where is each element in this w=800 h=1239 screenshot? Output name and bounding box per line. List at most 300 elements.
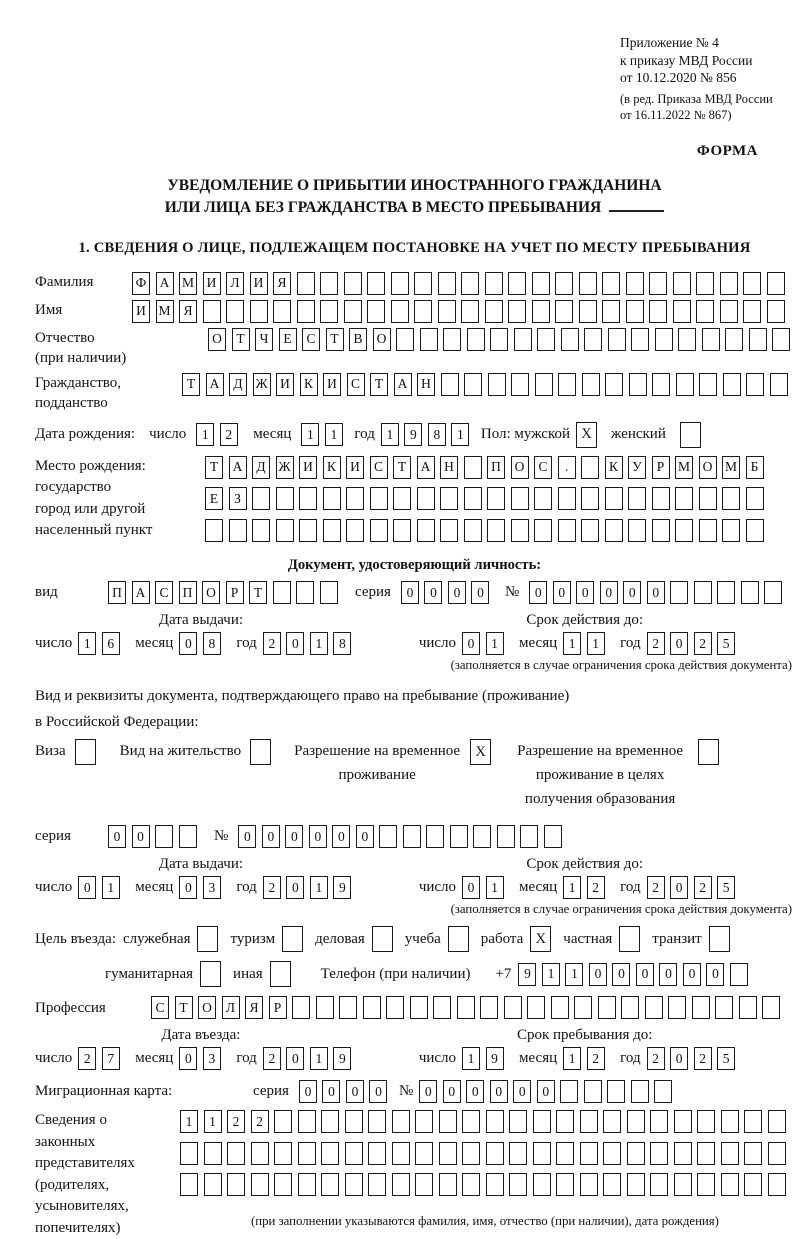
char-box[interactable]: 1 — [451, 423, 469, 446]
char-box[interactable]: 0 — [132, 825, 150, 848]
char-box[interactable] — [768, 1142, 786, 1165]
char-box[interactable] — [296, 581, 314, 604]
char-box[interactable] — [367, 300, 385, 323]
char-box[interactable] — [321, 1110, 339, 1133]
char-box[interactable] — [626, 272, 644, 295]
char-box[interactable] — [410, 996, 428, 1019]
char-box[interactable]: 1 — [310, 876, 328, 899]
char-box[interactable]: Т — [326, 328, 344, 351]
char-box[interactable] — [367, 272, 385, 295]
char-box[interactable] — [415, 1173, 433, 1196]
char-box[interactable] — [403, 825, 421, 848]
char-box[interactable] — [321, 1142, 339, 1165]
char-box[interactable] — [655, 328, 673, 351]
char-box[interactable]: 2 — [587, 876, 605, 899]
char-box[interactable] — [511, 519, 529, 542]
char-box[interactable] — [485, 272, 503, 295]
char-box[interactable] — [443, 328, 461, 351]
char-box[interactable]: Ч — [255, 328, 273, 351]
char-box[interactable]: О — [208, 328, 226, 351]
char-box[interactable]: Р — [269, 996, 287, 1019]
purpose-study-checkbox[interactable] — [448, 926, 469, 952]
char-box[interactable]: О — [198, 996, 216, 1019]
char-box[interactable] — [675, 487, 693, 510]
char-box[interactable] — [561, 328, 579, 351]
char-box[interactable] — [527, 996, 545, 1019]
char-box[interactable] — [379, 825, 397, 848]
char-box[interactable]: С — [534, 456, 552, 479]
char-box[interactable]: Т — [232, 328, 250, 351]
char-box[interactable]: Е — [205, 487, 223, 510]
char-box[interactable] — [699, 373, 717, 396]
char-box[interactable] — [534, 487, 552, 510]
char-box[interactable] — [393, 487, 411, 510]
char-box[interactable] — [462, 1173, 480, 1196]
char-box[interactable] — [464, 487, 482, 510]
char-box[interactable]: П — [108, 581, 126, 604]
char-box[interactable]: 3 — [203, 876, 221, 899]
char-box[interactable]: 2 — [647, 632, 665, 655]
char-box[interactable] — [368, 1110, 386, 1133]
char-box[interactable] — [520, 825, 538, 848]
char-box[interactable] — [697, 1110, 715, 1133]
char-box[interactable]: К — [605, 456, 623, 479]
char-box[interactable] — [250, 300, 268, 323]
char-box[interactable]: 1 — [563, 632, 581, 655]
char-box[interactable] — [721, 1142, 739, 1165]
char-box[interactable] — [321, 1173, 339, 1196]
char-box[interactable] — [292, 996, 310, 1019]
char-box[interactable] — [762, 996, 780, 1019]
char-box[interactable] — [461, 272, 479, 295]
char-box[interactable] — [556, 1173, 574, 1196]
char-box[interactable] — [673, 300, 691, 323]
char-box[interactable] — [579, 272, 597, 295]
char-box[interactable]: С — [347, 373, 365, 396]
char-box[interactable]: М — [675, 456, 693, 479]
purpose-other-checkbox[interactable] — [270, 961, 291, 987]
purpose-business-checkbox[interactable] — [372, 926, 393, 952]
char-box[interactable]: 0 — [346, 1080, 364, 1103]
char-box[interactable]: Ф — [132, 272, 150, 295]
char-box[interactable]: 9 — [404, 423, 422, 446]
char-box[interactable] — [579, 300, 597, 323]
char-box[interactable]: Р — [226, 581, 244, 604]
char-box[interactable]: 8 — [203, 632, 221, 655]
char-box[interactable]: 2 — [78, 1047, 96, 1070]
char-box[interactable] — [743, 272, 761, 295]
char-box[interactable] — [438, 300, 456, 323]
char-box[interactable] — [581, 456, 599, 479]
char-box[interactable]: И — [203, 272, 221, 295]
char-box[interactable] — [391, 300, 409, 323]
char-box[interactable]: 2 — [227, 1110, 245, 1133]
char-box[interactable] — [298, 1173, 316, 1196]
char-box[interactable]: 0 — [670, 1047, 688, 1070]
char-box[interactable]: 5 — [717, 632, 735, 655]
char-box[interactable]: И — [276, 373, 294, 396]
char-box[interactable]: К — [323, 456, 341, 479]
char-box[interactable]: 0 — [286, 632, 304, 655]
char-box[interactable] — [696, 272, 714, 295]
char-box[interactable] — [509, 1142, 527, 1165]
char-box[interactable] — [391, 272, 409, 295]
char-box[interactable]: 1 — [180, 1110, 198, 1133]
char-box[interactable]: 2 — [263, 632, 281, 655]
char-box[interactable]: Б — [746, 456, 764, 479]
char-box[interactable] — [252, 519, 270, 542]
char-box[interactable]: М — [156, 300, 174, 323]
char-box[interactable]: Е — [279, 328, 297, 351]
char-box[interactable]: 6 — [102, 632, 120, 655]
char-box[interactable]: 0 — [553, 581, 571, 604]
char-box[interactable]: 1 — [587, 632, 605, 655]
char-box[interactable] — [441, 373, 459, 396]
char-box[interactable] — [621, 996, 639, 1019]
char-box[interactable] — [227, 1173, 245, 1196]
char-box[interactable] — [297, 300, 315, 323]
char-box[interactable] — [721, 1110, 739, 1133]
char-box[interactable]: 2 — [251, 1110, 269, 1133]
char-box[interactable] — [320, 300, 338, 323]
char-box[interactable] — [323, 519, 341, 542]
char-box[interactable] — [508, 272, 526, 295]
char-box[interactable] — [323, 487, 341, 510]
char-box[interactable] — [345, 1110, 363, 1133]
char-box[interactable] — [509, 1110, 527, 1133]
purpose-humanitarian-checkbox[interactable] — [200, 961, 221, 987]
char-box[interactable] — [393, 519, 411, 542]
char-box[interactable] — [426, 825, 444, 848]
char-box[interactable] — [627, 1110, 645, 1133]
char-box[interactable] — [462, 1110, 480, 1133]
char-box[interactable] — [299, 487, 317, 510]
char-box[interactable]: 9 — [518, 963, 536, 986]
char-box[interactable] — [654, 1080, 672, 1103]
char-box[interactable]: 0 — [78, 876, 96, 899]
char-box[interactable] — [486, 1110, 504, 1133]
char-box[interactable] — [702, 328, 720, 351]
char-box[interactable] — [767, 272, 785, 295]
char-box[interactable]: 1 — [102, 876, 120, 899]
char-box[interactable] — [320, 581, 338, 604]
char-box[interactable] — [608, 328, 626, 351]
char-box[interactable] — [462, 1142, 480, 1165]
char-box[interactable] — [203, 300, 221, 323]
char-box[interactable] — [485, 300, 503, 323]
char-box[interactable] — [699, 519, 717, 542]
char-box[interactable] — [344, 272, 362, 295]
char-box[interactable]: 1 — [78, 632, 96, 655]
char-box[interactable] — [497, 825, 515, 848]
char-box[interactable] — [584, 1080, 602, 1103]
char-box[interactable] — [392, 1142, 410, 1165]
char-box[interactable]: А — [132, 581, 150, 604]
char-box[interactable] — [417, 519, 435, 542]
char-box[interactable] — [746, 519, 764, 542]
char-box[interactable] — [535, 373, 553, 396]
char-box[interactable] — [676, 373, 694, 396]
purpose-work-checkbox[interactable]: X — [530, 926, 551, 952]
char-box[interactable]: Т — [393, 456, 411, 479]
char-box[interactable] — [629, 373, 647, 396]
char-box[interactable] — [274, 1110, 292, 1133]
char-box[interactable] — [598, 996, 616, 1019]
char-box[interactable] — [717, 581, 735, 604]
char-box[interactable]: Я — [179, 300, 197, 323]
char-box[interactable] — [344, 300, 362, 323]
char-box[interactable] — [273, 581, 291, 604]
char-box[interactable]: З — [229, 487, 247, 510]
char-box[interactable] — [273, 300, 291, 323]
char-box[interactable] — [581, 519, 599, 542]
char-box[interactable] — [697, 1173, 715, 1196]
char-box[interactable]: 2 — [694, 1047, 712, 1070]
char-box[interactable] — [386, 996, 404, 1019]
char-box[interactable]: А — [206, 373, 224, 396]
char-box[interactable] — [650, 1173, 668, 1196]
char-box[interactable] — [730, 963, 748, 986]
char-box[interactable]: 9 — [486, 1047, 504, 1070]
char-box[interactable]: П — [179, 581, 197, 604]
char-box[interactable]: 2 — [694, 876, 712, 899]
char-box[interactable]: 2 — [263, 876, 281, 899]
char-box[interactable] — [652, 373, 670, 396]
char-box[interactable]: Д — [252, 456, 270, 479]
char-box[interactable] — [509, 1173, 527, 1196]
char-box[interactable] — [155, 825, 173, 848]
char-box[interactable] — [299, 519, 317, 542]
char-box[interactable] — [692, 996, 710, 1019]
char-box[interactable]: О — [202, 581, 220, 604]
char-box[interactable] — [252, 487, 270, 510]
char-box[interactable] — [368, 1173, 386, 1196]
char-box[interactable] — [722, 487, 740, 510]
char-box[interactable] — [487, 487, 505, 510]
char-box[interactable]: 1 — [565, 963, 583, 986]
char-box[interactable] — [533, 1142, 551, 1165]
char-box[interactable] — [533, 1173, 551, 1196]
char-box[interactable]: 0 — [576, 581, 594, 604]
char-box[interactable] — [464, 519, 482, 542]
char-box[interactable] — [274, 1142, 292, 1165]
char-box[interactable] — [370, 519, 388, 542]
char-box[interactable] — [473, 825, 491, 848]
char-box[interactable] — [715, 996, 733, 1019]
char-box[interactable]: 3 — [203, 1047, 221, 1070]
char-box[interactable]: Р — [652, 456, 670, 479]
char-box[interactable] — [433, 996, 451, 1019]
char-box[interactable] — [226, 300, 244, 323]
temp-residence-education-checkbox[interactable] — [698, 739, 719, 765]
char-box[interactable] — [605, 373, 623, 396]
char-box[interactable] — [670, 581, 688, 604]
char-box[interactable] — [504, 996, 522, 1019]
char-box[interactable] — [558, 487, 576, 510]
char-box[interactable]: 0 — [600, 581, 618, 604]
char-box[interactable]: М — [722, 456, 740, 479]
char-box[interactable]: 0 — [369, 1080, 387, 1103]
purpose-business-trip-checkbox[interactable] — [197, 926, 218, 952]
char-box[interactable]: С — [370, 456, 388, 479]
char-box[interactable] — [298, 1142, 316, 1165]
char-box[interactable] — [558, 519, 576, 542]
char-box[interactable]: 0 — [529, 581, 547, 604]
char-box[interactable] — [487, 519, 505, 542]
char-box[interactable] — [744, 1173, 762, 1196]
char-box[interactable]: 2 — [694, 632, 712, 655]
char-box[interactable]: И — [299, 456, 317, 479]
char-box[interactable] — [628, 487, 646, 510]
char-box[interactable] — [626, 300, 644, 323]
char-box[interactable]: 0 — [286, 876, 304, 899]
char-box[interactable] — [649, 272, 667, 295]
char-box[interactable] — [532, 300, 550, 323]
char-box[interactable]: 1 — [563, 876, 581, 899]
char-box[interactable] — [627, 1173, 645, 1196]
char-box[interactable]: Я — [273, 272, 291, 295]
char-box[interactable]: 0 — [462, 632, 480, 655]
char-box[interactable] — [674, 1173, 692, 1196]
char-box[interactable] — [767, 300, 785, 323]
char-box[interactable]: 1 — [563, 1047, 581, 1070]
char-box[interactable]: 2 — [220, 423, 238, 446]
char-box[interactable]: 0 — [537, 1080, 555, 1103]
char-box[interactable] — [345, 1142, 363, 1165]
char-box[interactable]: 0 — [424, 581, 442, 604]
char-box[interactable]: 8 — [333, 632, 351, 655]
char-box[interactable] — [764, 581, 782, 604]
char-box[interactable]: 0 — [309, 825, 327, 848]
char-box[interactable] — [339, 996, 357, 1019]
gender-male-checkbox[interactable]: X — [576, 422, 597, 448]
char-box[interactable] — [744, 1142, 762, 1165]
char-box[interactable] — [488, 373, 506, 396]
char-box[interactable] — [439, 1173, 457, 1196]
char-box[interactable]: А — [417, 456, 435, 479]
char-box[interactable] — [297, 272, 315, 295]
char-box[interactable]: 2 — [587, 1047, 605, 1070]
char-box[interactable]: С — [151, 996, 169, 1019]
char-box[interactable]: И — [132, 300, 150, 323]
char-box[interactable]: . — [558, 456, 576, 479]
char-box[interactable]: 1 — [325, 423, 343, 446]
char-box[interactable]: 5 — [717, 876, 735, 899]
char-box[interactable] — [699, 487, 717, 510]
char-box[interactable] — [346, 519, 364, 542]
char-box[interactable]: 2 — [647, 876, 665, 899]
char-box[interactable] — [770, 373, 788, 396]
char-box[interactable] — [438, 272, 456, 295]
char-box[interactable] — [603, 1173, 621, 1196]
char-box[interactable] — [179, 825, 197, 848]
char-box[interactable] — [180, 1142, 198, 1165]
char-box[interactable]: 0 — [513, 1080, 531, 1103]
char-box[interactable] — [486, 1173, 504, 1196]
char-box[interactable]: 7 — [102, 1047, 120, 1070]
char-box[interactable] — [556, 1142, 574, 1165]
char-box[interactable] — [558, 373, 576, 396]
char-box[interactable] — [467, 328, 485, 351]
char-box[interactable] — [555, 272, 573, 295]
char-box[interactable] — [180, 1173, 198, 1196]
char-box[interactable] — [544, 825, 562, 848]
char-box[interactable] — [722, 519, 740, 542]
char-box[interactable] — [631, 328, 649, 351]
char-box[interactable]: М — [179, 272, 197, 295]
char-box[interactable]: С — [302, 328, 320, 351]
char-box[interactable] — [720, 300, 738, 323]
char-box[interactable]: 0 — [612, 963, 630, 986]
char-box[interactable] — [417, 487, 435, 510]
char-box[interactable]: 0 — [670, 876, 688, 899]
char-box[interactable] — [511, 373, 529, 396]
char-box[interactable]: 1 — [542, 963, 560, 986]
char-box[interactable] — [320, 272, 338, 295]
char-box[interactable]: С — [155, 581, 173, 604]
char-box[interactable] — [650, 1142, 668, 1165]
char-box[interactable]: В — [349, 328, 367, 351]
char-box[interactable] — [392, 1110, 410, 1133]
char-box[interactable]: Л — [222, 996, 240, 1019]
char-box[interactable] — [768, 1110, 786, 1133]
char-box[interactable] — [414, 300, 432, 323]
char-box[interactable] — [605, 487, 623, 510]
purpose-transit-checkbox[interactable] — [709, 926, 730, 952]
char-box[interactable] — [768, 1173, 786, 1196]
char-box[interactable]: 1 — [204, 1110, 222, 1133]
char-box[interactable] — [743, 300, 761, 323]
char-box[interactable] — [415, 1142, 433, 1165]
char-box[interactable]: Ж — [276, 456, 294, 479]
char-box[interactable] — [551, 996, 569, 1019]
char-box[interactable]: 1 — [310, 632, 328, 655]
char-box[interactable]: 0 — [286, 1047, 304, 1070]
char-box[interactable] — [274, 1173, 292, 1196]
char-box[interactable] — [396, 328, 414, 351]
char-box[interactable]: 9 — [333, 1047, 351, 1070]
char-box[interactable] — [420, 328, 438, 351]
char-box[interactable] — [744, 1110, 762, 1133]
char-box[interactable]: 0 — [443, 1080, 461, 1103]
char-box[interactable]: 0 — [401, 581, 419, 604]
char-box[interactable]: 0 — [636, 963, 654, 986]
char-box[interactable]: 0 — [462, 876, 480, 899]
char-box[interactable]: К — [300, 373, 318, 396]
char-box[interactable] — [414, 272, 432, 295]
char-box[interactable] — [580, 1142, 598, 1165]
char-box[interactable] — [464, 456, 482, 479]
char-box[interactable] — [721, 1173, 739, 1196]
char-box[interactable] — [725, 328, 743, 351]
char-box[interactable]: Д — [229, 373, 247, 396]
char-box[interactable] — [464, 373, 482, 396]
char-box[interactable] — [746, 487, 764, 510]
char-box[interactable]: 0 — [448, 581, 466, 604]
char-box[interactable] — [227, 1142, 245, 1165]
char-box[interactable] — [720, 272, 738, 295]
gender-female-checkbox[interactable] — [680, 422, 701, 448]
char-box[interactable] — [345, 1173, 363, 1196]
char-box[interactable] — [749, 328, 767, 351]
char-box[interactable] — [560, 1080, 578, 1103]
char-box[interactable] — [533, 1110, 551, 1133]
residence-permit-checkbox[interactable] — [250, 739, 271, 765]
char-box[interactable] — [581, 487, 599, 510]
char-box[interactable]: 0 — [490, 1080, 508, 1103]
char-box[interactable]: О — [699, 456, 717, 479]
char-box[interactable]: А — [229, 456, 247, 479]
